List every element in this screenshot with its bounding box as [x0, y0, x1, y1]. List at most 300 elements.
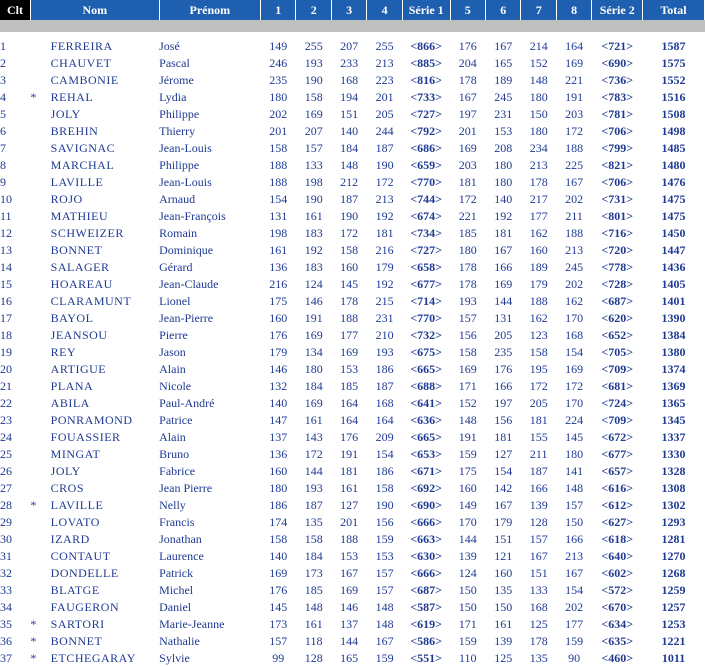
cell-nom: FOUASSIER	[50, 430, 121, 444]
cell-game-8: 150	[565, 515, 584, 529]
table-row	[0, 548, 705, 565]
header-spacer	[0, 20, 705, 32]
cell-game-4: 186	[375, 464, 394, 478]
cell-game-5: 156	[458, 328, 477, 342]
cell-game-5: 150	[458, 600, 477, 614]
table-row	[0, 276, 705, 293]
cell-game-7: 188	[529, 294, 548, 308]
cell-serie-1: <816>	[410, 73, 443, 87]
cell-marker	[30, 599, 50, 616]
cell-game-2: 144	[304, 464, 323, 478]
cell-prenom: Alain	[159, 362, 186, 376]
cell-prenom: Daniel	[159, 600, 192, 614]
cell-serie-1: <666>	[410, 515, 443, 529]
cell-rank: 24	[0, 430, 12, 444]
cell-total: 1552	[661, 73, 686, 87]
cell-nom: CAMBONIE	[50, 73, 119, 87]
cell-game-7: 178	[529, 634, 548, 648]
cell-total: 1257	[661, 600, 686, 614]
cell-game-2: 184	[304, 549, 323, 563]
cell-game-6: 135	[494, 583, 513, 597]
cell-game-1: 176	[269, 328, 288, 342]
table-row	[0, 72, 705, 89]
cell-total: 1293	[661, 515, 686, 529]
header-game-7: 7	[521, 0, 556, 20]
cell-game-3: 185	[340, 379, 359, 393]
cell-serie-1: <551>	[410, 651, 443, 665]
cell-game-7: 123	[529, 328, 548, 342]
cell-game-2: 207	[304, 124, 323, 138]
cell-game-6: 180	[494, 175, 513, 189]
cell-game-8: 211	[565, 209, 583, 223]
cell-game-7: 180	[529, 124, 548, 138]
cell-game-3: 160	[340, 260, 359, 274]
cell-game-3: 201	[340, 515, 359, 529]
cell-serie-2: <627>	[601, 515, 634, 529]
cell-marker	[30, 38, 50, 55]
cell-game-7: 181	[529, 413, 548, 427]
cell-serie-1: <675>	[410, 345, 443, 359]
cell-game-8: 180	[565, 447, 584, 461]
cell-game-6: 140	[494, 192, 513, 206]
cell-rank: 21	[0, 379, 12, 393]
cell-serie-2: <670>	[601, 600, 634, 614]
cell-serie-2: <781>	[601, 107, 634, 121]
table-row	[0, 191, 705, 208]
cell-total: 1011	[661, 651, 686, 665]
cell-serie-1: <674>	[410, 209, 443, 223]
cell-game-6: 192	[494, 209, 513, 223]
cell-game-5: 171	[458, 617, 477, 631]
cell-game-2: 183	[304, 260, 323, 274]
cell-game-1: 154	[269, 192, 288, 206]
cell-total: 1365	[661, 396, 686, 410]
cell-marker	[30, 259, 50, 276]
cell-game-3: 164	[340, 396, 359, 410]
table-row	[0, 310, 705, 327]
cell-serie-1: <666>	[410, 566, 443, 580]
cell-serie-1: <692>	[410, 481, 443, 495]
cell-total: 1498	[661, 124, 686, 138]
cell-game-4: 157	[375, 566, 394, 580]
cell-serie-2: <634>	[601, 617, 634, 631]
cell-serie-1: <658>	[410, 260, 443, 274]
cell-serie-1: <686>	[410, 141, 443, 155]
cell-game-7: 128	[529, 515, 548, 529]
cell-serie-1: <636>	[410, 413, 443, 427]
cell-game-2: 124	[304, 277, 323, 291]
cell-game-5: 149	[458, 498, 477, 512]
cell-game-3: 145	[340, 277, 359, 291]
cell-rank: 9	[0, 175, 6, 189]
cell-total: 1475	[661, 192, 686, 206]
cell-game-8: 188	[565, 226, 584, 240]
cell-total: 1480	[661, 158, 686, 172]
cell-game-4: 167	[375, 634, 394, 648]
table-row	[0, 446, 705, 463]
table-row	[0, 463, 705, 480]
cell-prenom: Nathalie	[159, 634, 200, 648]
cell-nom: CLARAMUNT	[50, 294, 132, 308]
cell-game-5: 110	[458, 651, 477, 665]
cell-game-8: 224	[565, 413, 584, 427]
cell-total: 1485	[661, 141, 686, 155]
cell-game-8: 145	[565, 430, 584, 444]
cell-nom: SARTORI	[50, 617, 105, 631]
cell-nom: JOLY	[50, 464, 81, 478]
table-row	[0, 106, 705, 123]
cell-game-8: 162	[565, 294, 584, 308]
header-clt: Clt	[0, 0, 30, 20]
cell-prenom: Alain	[159, 430, 186, 444]
cell-marker: *	[30, 617, 37, 631]
cell-rank: 10	[0, 192, 12, 206]
cell-game-4: 209	[375, 430, 394, 444]
cell-game-3: 153	[340, 362, 359, 376]
cell-game-6: 161	[494, 617, 513, 631]
cell-serie-2: <705>	[601, 345, 634, 359]
cell-game-6: 169	[494, 277, 513, 291]
cell-game-7: 166	[529, 481, 548, 495]
cell-game-4: 168	[375, 396, 394, 410]
cell-game-2: 173	[304, 566, 323, 580]
cell-prenom: Patrice	[159, 413, 193, 427]
cell-game-7: 139	[529, 498, 548, 512]
cell-prenom: Patrick	[159, 566, 194, 580]
cell-serie-2: <736>	[601, 73, 634, 87]
cell-game-6: 166	[494, 379, 513, 393]
cell-serie-1: <733>	[410, 90, 443, 104]
cell-rank: 2	[0, 56, 6, 70]
cell-game-3: 168	[340, 73, 359, 87]
cell-prenom: Jean-Louis	[159, 141, 212, 155]
cell-marker	[30, 582, 50, 599]
cell-game-2: 157	[304, 141, 323, 155]
table-row	[0, 378, 705, 395]
cell-nom: DONDELLE	[50, 566, 119, 580]
cell-rank: 26	[0, 464, 12, 478]
cell-game-8: 188	[565, 141, 584, 155]
cell-serie-1: <866>	[410, 39, 443, 53]
table-row	[0, 429, 705, 446]
cell-marker	[30, 531, 50, 548]
cell-marker	[30, 208, 50, 225]
cell-game-8: 148	[565, 481, 584, 495]
cell-prenom: Lionel	[159, 294, 191, 308]
cell-prenom: Thierry	[159, 124, 196, 138]
cell-game-3: 146	[340, 600, 359, 614]
cell-game-7: 158	[529, 345, 548, 359]
cell-game-5: 203	[458, 158, 477, 172]
cell-game-5: 160	[458, 481, 477, 495]
cell-game-8: 191	[565, 90, 584, 104]
cell-marker	[30, 157, 50, 174]
cell-game-1: 137	[269, 430, 288, 444]
cell-game-8: 167	[565, 566, 584, 580]
cell-game-4: 157	[375, 583, 394, 597]
header-game-8: 8	[556, 0, 591, 20]
cell-marker	[30, 344, 50, 361]
cell-game-3: 137	[340, 617, 359, 631]
cell-total: 1508	[661, 107, 686, 121]
cell-game-2: 255	[304, 39, 323, 53]
cell-nom: HOAREAU	[50, 277, 113, 291]
cell-marker	[30, 361, 50, 378]
cell-game-3: 167	[340, 566, 359, 580]
cell-game-4: 205	[375, 107, 394, 121]
cell-rank: 33	[0, 583, 12, 597]
cell-game-7: 162	[529, 226, 548, 240]
cell-game-1: 176	[269, 583, 288, 597]
cell-prenom: Jean-Claude	[159, 277, 219, 291]
cell-game-3: 181	[340, 464, 359, 478]
cell-game-7: 189	[529, 260, 548, 274]
cell-serie-2: <706>	[601, 124, 634, 138]
cell-game-3: 184	[340, 141, 359, 155]
header-game-4: 4	[367, 0, 402, 20]
cell-serie-1: <677>	[410, 277, 443, 291]
cell-nom: IZARD	[50, 532, 90, 546]
cell-game-7: 125	[529, 617, 548, 631]
cell-serie-1: <770>	[410, 175, 443, 189]
cell-game-6: 166	[494, 260, 513, 274]
cell-game-8: 225	[565, 158, 584, 172]
cell-total: 1308	[661, 481, 686, 495]
table-row	[0, 616, 705, 633]
cell-game-3: 140	[340, 124, 359, 138]
cell-game-7: 178	[529, 175, 548, 189]
cell-game-4: 213	[375, 192, 394, 206]
cell-nom: PLANA	[50, 379, 94, 393]
cell-serie-1: <734>	[410, 226, 443, 240]
cell-game-8: 202	[565, 600, 584, 614]
cell-game-5: 150	[458, 583, 477, 597]
cell-game-7: 213	[529, 158, 548, 172]
cell-game-2: 180	[304, 362, 323, 376]
header-row	[0, 0, 705, 20]
cell-game-8: 203	[565, 107, 584, 121]
cell-game-2: 191	[304, 311, 323, 325]
cell-game-2: 161	[304, 209, 323, 223]
cell-game-7: 179	[529, 277, 548, 291]
cell-rank: 31	[0, 549, 12, 563]
cell-game-4: 193	[375, 345, 394, 359]
cell-serie-2: <635>	[601, 634, 634, 648]
cell-game-4: 201	[375, 90, 394, 104]
cell-nom: LAVILLE	[50, 175, 104, 189]
cell-game-6: 197	[494, 396, 513, 410]
cell-serie-2: <716>	[601, 226, 634, 240]
cell-prenom: Jason	[159, 345, 186, 359]
cell-serie-2: <721>	[601, 39, 634, 53]
cell-game-5: 185	[458, 226, 477, 240]
cell-game-1: 169	[269, 566, 288, 580]
cell-marker	[30, 514, 50, 531]
cell-serie-1: <586>	[410, 634, 443, 648]
cell-game-4: 187	[375, 141, 394, 155]
table-row	[0, 55, 705, 72]
cell-serie-2: <681>	[601, 379, 634, 393]
cell-game-7: 150	[529, 107, 548, 121]
cell-rank: 29	[0, 515, 12, 529]
cell-game-1: 140	[269, 549, 288, 563]
cell-prenom: Lydia	[159, 90, 187, 104]
cell-game-4: 244	[375, 124, 394, 138]
cell-game-7: 177	[529, 209, 548, 223]
cell-game-3: 207	[340, 39, 359, 53]
cell-serie-1: <687>	[410, 583, 443, 597]
cell-marker	[30, 429, 50, 446]
cell-rank: 34	[0, 600, 12, 614]
cell-game-8: 90	[568, 651, 581, 665]
cell-nom: SALAGER	[50, 260, 110, 274]
cell-nom: REHAL	[50, 90, 94, 104]
cell-game-3: 165	[340, 651, 359, 665]
cell-game-5: 139	[458, 549, 477, 563]
cell-game-3: 153	[340, 549, 359, 563]
cell-game-4: 231	[375, 311, 394, 325]
cell-game-1: 149	[269, 39, 288, 53]
cell-game-6: 151	[494, 532, 513, 546]
cell-rank: 3	[0, 73, 6, 87]
cell-serie-2: <687>	[601, 294, 634, 308]
cell-game-6: 131	[494, 311, 513, 325]
cell-game-1: 246	[269, 56, 288, 70]
cell-game-5: 191	[458, 430, 477, 444]
cell-game-5: 157	[458, 311, 477, 325]
cell-game-6: 125	[494, 651, 513, 665]
cell-serie-1: <587>	[410, 600, 443, 614]
cell-total: 1270	[661, 549, 686, 563]
cell-nom: ROJO	[50, 192, 83, 206]
cell-rank: 27	[0, 481, 12, 495]
cell-game-6: 167	[494, 498, 513, 512]
cell-game-1: 188	[269, 175, 288, 189]
cell-game-6: 231	[494, 107, 513, 121]
cell-game-7: 148	[529, 73, 548, 87]
cell-game-6: 139	[494, 634, 513, 648]
cell-total: 1476	[661, 175, 686, 189]
cell-nom: MARCHAL	[50, 158, 115, 172]
cell-rank: 14	[0, 260, 12, 274]
cell-game-5: 221	[458, 209, 477, 223]
cell-game-3: 187	[340, 192, 359, 206]
cell-total: 1436	[661, 260, 686, 274]
cell-game-6: 160	[494, 566, 513, 580]
cell-game-3: 177	[340, 328, 359, 342]
cell-game-8: 157	[565, 498, 584, 512]
cell-marker	[30, 276, 50, 293]
cell-total: 1575	[661, 56, 686, 70]
cell-game-4: 148	[375, 617, 394, 631]
cell-serie-2: <709>	[601, 413, 634, 427]
cell-serie-2: <690>	[601, 56, 634, 70]
cell-game-7: 152	[529, 56, 548, 70]
cell-prenom: Jean Pierre	[159, 481, 213, 495]
cell-game-4: 181	[375, 226, 394, 240]
table-row	[0, 565, 705, 582]
cell-nom: SAVIGNAC	[50, 141, 116, 155]
cell-total: 1390	[661, 311, 686, 325]
cell-game-7: 205	[529, 396, 548, 410]
cell-marker	[30, 106, 50, 123]
cell-serie-2: <724>	[601, 396, 634, 410]
cell-game-5: 170	[458, 515, 477, 529]
cell-game-7: 172	[529, 379, 548, 393]
cell-game-2: 190	[304, 73, 323, 87]
cell-game-6: 179	[494, 515, 513, 529]
cell-serie-2: <672>	[601, 430, 634, 444]
cell-game-7: 135	[529, 651, 548, 665]
cell-game-5: 172	[458, 192, 477, 206]
cell-game-1: 99	[272, 651, 285, 665]
cell-game-8: 167	[565, 175, 584, 189]
cell-game-8: 213	[565, 549, 584, 563]
cell-nom: SCHWEIZER	[50, 226, 124, 240]
cell-marker	[30, 242, 50, 259]
cell-rank: 36	[0, 634, 12, 648]
cell-game-6: 154	[494, 464, 513, 478]
cell-game-5: 171	[458, 379, 477, 393]
cell-total: 1447	[661, 243, 686, 257]
cell-serie-2: <616>	[601, 481, 634, 495]
cell-game-2: 169	[304, 396, 323, 410]
header-game-3: 3	[331, 0, 366, 20]
table-row	[0, 89, 705, 106]
cell-marker	[30, 55, 50, 72]
cell-game-3: 194	[340, 90, 359, 104]
cell-game-5: 169	[458, 362, 477, 376]
cell-game-7: 180	[529, 90, 548, 104]
cell-game-1: 157	[269, 634, 288, 648]
cell-game-1: 188	[269, 158, 288, 172]
cell-prenom: Bruno	[159, 447, 190, 461]
cell-game-1: 235	[269, 73, 288, 87]
cell-game-1: 160	[269, 311, 288, 325]
cell-game-4: 156	[375, 515, 394, 529]
cell-game-1: 136	[269, 260, 288, 274]
cell-marker	[30, 565, 50, 582]
cell-game-3: 233	[340, 56, 359, 70]
cell-game-3: 191	[340, 447, 359, 461]
header-game-2: 2	[296, 0, 331, 20]
cell-game-4: 192	[375, 209, 394, 223]
cell-total: 1330	[661, 447, 686, 461]
cell-marker	[30, 378, 50, 395]
cell-game-4: 187	[375, 379, 394, 393]
cell-prenom: Paul-André	[159, 396, 215, 410]
cell-serie-2: <677>	[601, 447, 634, 461]
cell-game-7: 234	[529, 141, 548, 155]
cell-prenom: Philippe	[159, 107, 200, 121]
cell-game-3: 164	[340, 413, 359, 427]
cell-game-2: 198	[304, 175, 323, 189]
cell-total: 1405	[661, 277, 686, 291]
cell-game-3: 169	[340, 345, 359, 359]
cell-game-5: 193	[458, 294, 477, 308]
cell-prenom: Romain	[159, 226, 198, 240]
cell-game-4: 210	[375, 328, 394, 342]
cell-game-6: 167	[494, 243, 513, 257]
cell-nom: BONNET	[50, 243, 103, 257]
cell-game-6: 208	[494, 141, 513, 155]
cell-rank: 19	[0, 345, 12, 359]
cell-game-2: 190	[304, 192, 323, 206]
cell-game-2: 185	[304, 583, 323, 597]
cell-serie-2: <799>	[601, 141, 634, 155]
cell-prenom: Fabrice	[159, 464, 196, 478]
cell-game-1: 202	[269, 107, 288, 121]
